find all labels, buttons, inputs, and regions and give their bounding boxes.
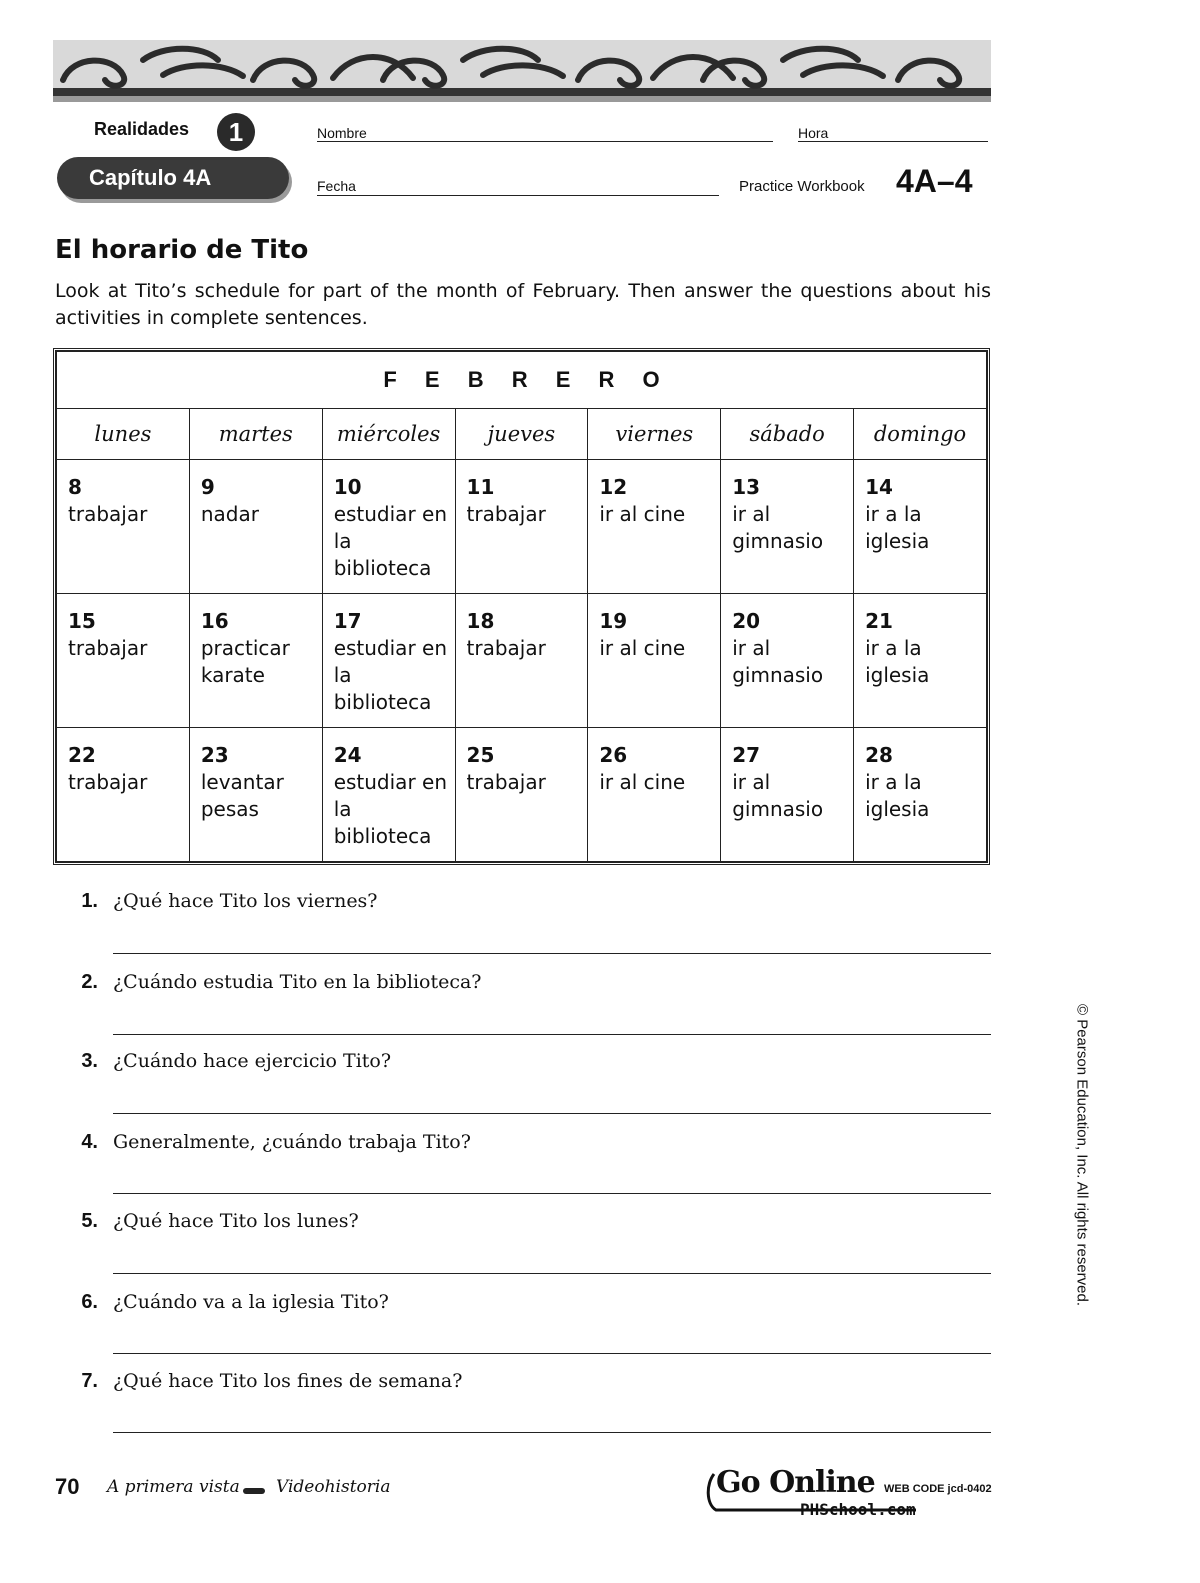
day-activity: ir al gimnasio	[732, 502, 824, 553]
day-number: 22	[68, 743, 96, 767]
calendar-cell	[455, 460, 588, 594]
schedule-calendar	[53, 348, 990, 865]
question-text: ¿Qué hace Tito los fines de semana?	[113, 1370, 463, 1392]
web-code: WEB CODE jcd-0402	[884, 1483, 992, 1495]
decorative-scroll-banner	[53, 40, 991, 108]
day-number: 8	[68, 475, 82, 499]
calendar-cell	[57, 594, 190, 728]
day-activity: estudiar en la biblioteca	[333, 636, 447, 714]
day-activity: estudiar en la biblioteca	[333, 502, 447, 580]
day-activity: ir al gimnasio	[732, 636, 824, 687]
page-number: 70	[55, 1474, 80, 1499]
day-number: 14	[865, 475, 893, 499]
answer-line[interactable]	[113, 1432, 991, 1433]
calendar-cell	[721, 594, 854, 728]
question-text: ¿Qué hace Tito los lunes?	[113, 1210, 359, 1232]
answer-line[interactable]	[113, 953, 991, 954]
day-activity: trabajar	[68, 636, 148, 660]
site-link[interactable]: PHSchool.com	[800, 1500, 916, 1519]
calendar-table	[56, 351, 987, 862]
day-number: 23	[200, 743, 229, 767]
day-number: 25	[466, 743, 495, 767]
day-number: 20	[732, 609, 761, 633]
calendar-cell	[322, 728, 455, 862]
calendar-cell	[721, 728, 854, 862]
question-text: ¿Cuándo hace ejercicio Tito?	[113, 1050, 392, 1072]
calendar-week	[57, 728, 987, 862]
day-header: lunes	[57, 409, 190, 460]
activity-title: El horario de Tito	[55, 235, 309, 265]
name-field-line[interactable]	[317, 141, 773, 142]
day-activity: trabajar	[68, 770, 148, 794]
day-header: domingo	[854, 409, 987, 460]
calendar-cell	[189, 594, 322, 728]
day-activity: trabajar	[466, 770, 546, 794]
day-number: 15	[68, 609, 96, 633]
question-number: 7.	[81, 1370, 98, 1392]
calendar-cell	[854, 460, 987, 594]
calendar-cell	[854, 728, 987, 862]
question-number: 6.	[81, 1291, 98, 1313]
day-header: sábado	[721, 409, 854, 460]
footer-section-right: Videohistoria	[276, 1477, 391, 1497]
name-label: Nombre	[317, 125, 367, 141]
answer-line[interactable]	[113, 1353, 991, 1354]
hour-label: Hora	[798, 125, 829, 141]
question-number: 4.	[81, 1131, 98, 1153]
day-header: jueves	[455, 409, 588, 460]
day-activity: practicar karate	[200, 636, 290, 687]
month-name: F E B R E R O	[383, 367, 660, 392]
question-text: ¿Cuándo estudia Tito en la biblioteca?	[113, 971, 482, 993]
question-text: Generalmente, ¿cuándo trabaja Tito?	[113, 1131, 471, 1153]
day-activity: ir a la iglesia	[865, 502, 930, 553]
question-number: 1.	[81, 890, 98, 912]
day-number: 12	[599, 475, 628, 499]
day-activity: ir al gimnasio	[732, 770, 824, 821]
question-text: ¿Qué hace Tito los viernes?	[113, 890, 378, 912]
day-activity: estudiar en la biblioteca	[333, 770, 447, 848]
day-number: 13	[732, 475, 761, 499]
workbook-code: 4A–4	[896, 163, 973, 199]
day-activity: trabajar	[68, 502, 148, 526]
day-activity: ir al cine	[599, 502, 686, 526]
calendar-cell	[854, 594, 987, 728]
calendar-cell	[189, 728, 322, 862]
day-number: 28	[865, 743, 893, 767]
question-number: 3.	[81, 1050, 98, 1072]
day-number: 19	[599, 609, 628, 633]
calendar-cell	[455, 594, 588, 728]
day-number: 9	[200, 475, 215, 499]
calendar-cell	[189, 460, 322, 594]
day-number: 26	[599, 743, 628, 767]
chapter-label: Capítulo 4A	[57, 157, 289, 199]
calendar-cell	[588, 728, 721, 862]
workbook-label: Practice Workbook	[739, 178, 865, 195]
date-field-line[interactable]	[317, 195, 719, 196]
day-activity: ir al cine	[599, 636, 686, 660]
calendar-cell	[455, 728, 588, 862]
month-header	[57, 352, 987, 409]
calendar-cell	[588, 460, 721, 594]
date-label: Fecha	[317, 178, 356, 194]
answer-line[interactable]	[113, 1273, 991, 1274]
day-header: martes	[189, 409, 322, 460]
answer-line[interactable]	[113, 1193, 991, 1194]
series-name: Realidades	[94, 119, 190, 139]
day-number: 17	[333, 609, 362, 633]
question-number: 5.	[81, 1210, 98, 1232]
footer-section-left: A primera vista	[107, 1477, 240, 1497]
instructions: Look at Tito’s schedule for part of the month of February. Then answer the questions about his activities in complete sentences.	[55, 280, 991, 329]
day-header: viernes	[588, 409, 721, 460]
day-activity: trabajar	[466, 636, 546, 660]
calendar-cell	[588, 594, 721, 728]
calendar-week	[57, 594, 987, 728]
day-header: miércoles	[322, 409, 455, 460]
day-activity: nadar	[200, 502, 259, 526]
day-number: 16	[200, 609, 229, 633]
calendar-cell	[721, 460, 854, 594]
question-text: ¿Cuándo va a la iglesia Tito?	[113, 1291, 389, 1313]
calendar-cell	[322, 594, 455, 728]
calendar-cell	[57, 460, 190, 594]
day-number: 18	[466, 609, 495, 633]
calendar-cell	[322, 460, 455, 594]
answer-line[interactable]	[113, 1113, 991, 1114]
day-activity: ir a la iglesia	[865, 636, 930, 687]
day-activity: levantar pesas	[200, 770, 284, 821]
question-number: 2.	[81, 971, 98, 993]
day-number: 10	[333, 475, 362, 499]
day-number: 27	[732, 743, 761, 767]
day-activity: trabajar	[466, 502, 546, 526]
day-number: 21	[865, 609, 893, 633]
day-activity: ir al cine	[599, 770, 686, 794]
answer-line[interactable]	[113, 1034, 991, 1035]
hour-field-line[interactable]	[798, 141, 988, 142]
calendar-cell	[57, 728, 190, 862]
go-online-label[interactable]: Go Online	[716, 1465, 875, 1500]
day-activity: ir a la iglesia	[865, 770, 930, 821]
level-badge: 1	[217, 113, 255, 151]
calendar-week	[57, 460, 987, 594]
day-number: 11	[466, 475, 495, 499]
footer-separator	[243, 1488, 265, 1494]
day-number: 24	[333, 743, 362, 767]
copyright-notice: © Pearson Education, Inc. All rights reserved.	[1073, 1003, 1091, 1307]
